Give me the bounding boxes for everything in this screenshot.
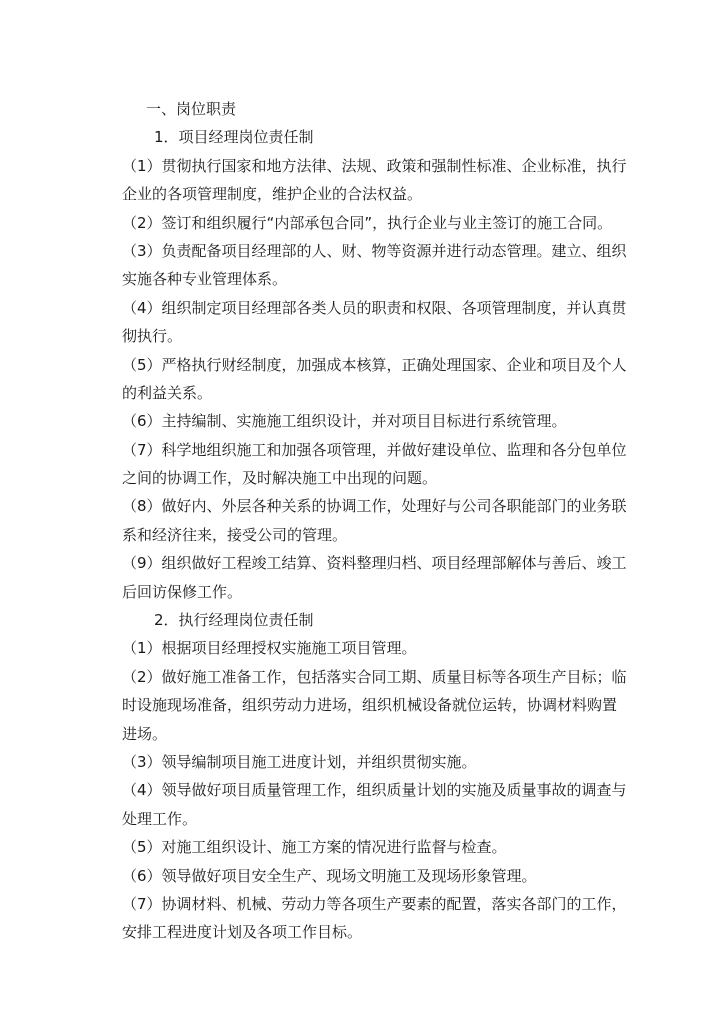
paragraph-line: （1）根据项目经理授权实施施工项目管理。 (122, 639, 417, 658)
paragraph-line: （8）做好内、外层各种关系的协调工作，处理好与公司各职能部门的业务联 (122, 497, 627, 516)
paragraph-line: 之间的协调工作，及时解决施工中出现的问题。 (122, 469, 438, 488)
paragraph-line: （7）科学地组织施工和加强各项管理，并做好建设单位、监理和各分包单位 (122, 440, 627, 459)
paragraph-line: （1）贯彻执行国家和地方法律、法规、政策和强制性标准、企业标准，执行 (122, 156, 627, 175)
paragraph-line: （7）协调材料、机械、劳动力等各项生产要素的配置，落实各部门的工作， (122, 894, 627, 913)
paragraph-line: 后回访保修工作。 (122, 582, 243, 601)
paragraph-line: （3）负责配备项目经理部的人、财、物等资源并进行动态管理。建立、组织 (122, 241, 627, 260)
paragraph-line: 时设施现场准备，组织劳动力进场，组织机械设备就位运转，协调材料购置 (122, 696, 618, 715)
paragraph-line: 实施各种专业管理体系。 (122, 270, 288, 289)
paragraph-line: 的利益关系。 (122, 383, 213, 402)
paragraph-line: （5）严格执行财经制度，加强成本核算，正确处理国家、企业和项目及个人 (122, 355, 627, 374)
paragraph-line: 系和经济往来，接受公司的管理。 (122, 525, 348, 544)
paragraph-line: （3）领导编制项目施工进度计划，并组织贯彻实施。 (122, 752, 477, 771)
paragraph-line: 彻执行。 (122, 327, 183, 346)
document-page (122, 95, 627, 947)
paragraph-line: （6）领导做好项目安全生产、现场文明施工及现场形象管理。 (122, 866, 537, 885)
subsection-heading: 1．项目经理岗位责任制 (154, 128, 314, 147)
paragraph-line: （6）主持编制、实施施工组织设计，并对项目目标进行系统管理。 (122, 412, 567, 431)
paragraph-line: 处理工作。 (122, 809, 198, 828)
paragraph-line: （2）做好施工准备工作，包括落实合同工期、质量目标等各项生产目标；临 (122, 667, 627, 686)
section-heading: 一、岗位职责 (146, 100, 237, 118)
paragraph-line: 安排工程进度计划及各项工作目标。 (122, 923, 363, 942)
paragraph-line: （9）组织做好工程竣工结算、资料整理归档、项目经理部解体与善后、竣工 (122, 554, 627, 573)
paragraph-line: 企业的各项管理制度，维护企业的合法权益。 (122, 185, 423, 204)
paragraph-line: 进场。 (122, 724, 168, 743)
subsection-heading: 2．执行经理岗位责任制 (154, 611, 314, 630)
paragraph-line: （2）签订和组织履行“内部承包合同”，执行企业与业主签订的施工合同。 (122, 213, 613, 232)
paragraph-line: （4）领导做好项目质量管理工作，组织质量计划的实施及质量事故的调查与 (122, 781, 627, 800)
paragraph-line: （5）对施工组织设计、施工方案的情况进行监督与检查。 (122, 838, 507, 857)
paragraph-line: （4）组织制定项目经理部各类人员的职责和权限、各项管理制度，并认真贯 (122, 298, 627, 317)
